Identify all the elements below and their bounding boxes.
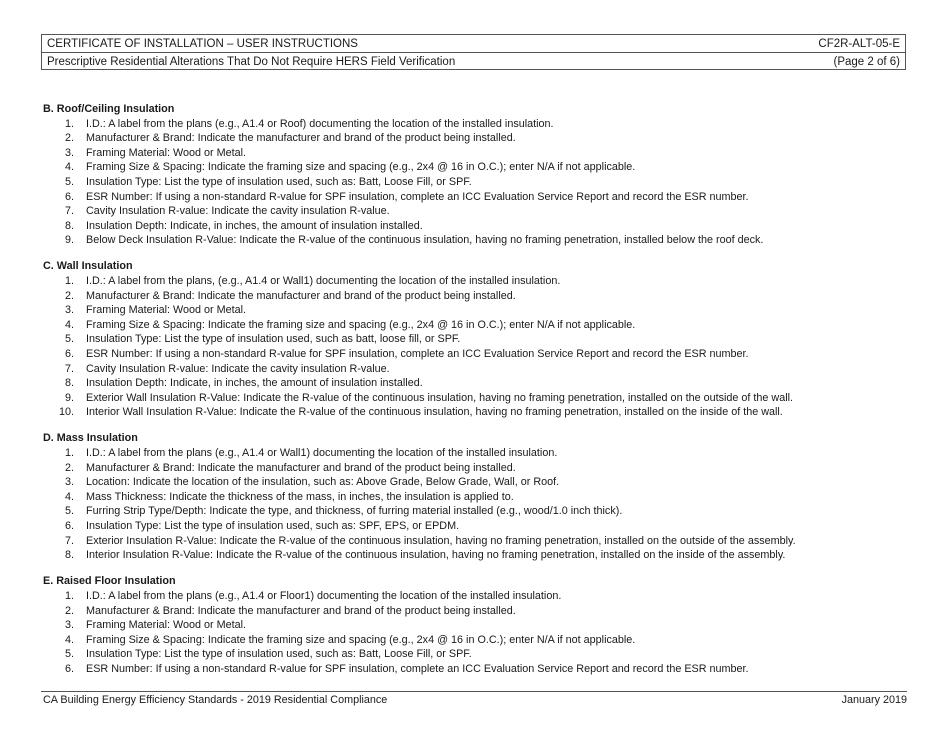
instruction-section xyxy=(43,431,913,562)
list-item xyxy=(43,391,913,406)
list-item-text: Manufacturer & Brand: Indicate the manufacturer and brand of the product being installed. xyxy=(86,289,516,302)
list-item-number: 9. xyxy=(64,234,74,247)
list-item-number: 3. xyxy=(64,476,74,489)
list-item xyxy=(43,289,913,304)
list-item xyxy=(43,318,913,333)
list-item-text: Framing Size & Spacing: Indicate the framing size and spacing (e.g., 2x4 @ 16 in O.C.); enter N/A if not applicable. xyxy=(86,161,636,174)
list-item-text: Manufacturer & Brand: Indicate the manufacturer and brand of the product being installed. xyxy=(86,604,516,617)
list-item xyxy=(43,131,913,146)
list-item-number: 1. xyxy=(64,275,74,288)
list-item-text: Framing Size & Spacing: Indicate the framing size and spacing (e.g., 2x4 @ 16 in O.C.); enter N/A if not applicable. xyxy=(86,318,636,331)
section-title: B. Roof/Ceiling Insulation xyxy=(43,103,175,115)
list-item-number: 2. xyxy=(64,604,74,617)
list-item-text: Exterior Wall Insulation R-Value: Indicate the R-value of the continuous insulation, having no framing penetration, installed on the outside of the wall. xyxy=(86,391,794,404)
list-item-number: 3. xyxy=(64,619,74,632)
list-item-text: Framing Material: Wood or Metal. xyxy=(86,146,247,159)
list-item-text: I.D.: A label from the plans (e.g., A1.4 or Floor1) documenting the location of the installed insulation. xyxy=(86,589,562,602)
list-item-text: Insulation Type: List the type of insulation used, such as: SPF, EPS, or EPDM. xyxy=(86,520,460,533)
list-item xyxy=(43,160,913,175)
list-item-number: 1. xyxy=(64,447,74,460)
instruction-section xyxy=(43,102,913,248)
instructions-body xyxy=(43,102,913,688)
list-item-number: 8. xyxy=(64,219,74,232)
list-item-text: I.D.: A label from the plans (e.g., A1.4 or Roof) documenting the location of the installed insulation. xyxy=(86,117,554,130)
instruction-section xyxy=(43,574,913,676)
list-item-text: I.D.: A label from the plans, (e.g., A1.4 or Wall1) documenting the location of the installed insulation. xyxy=(86,275,561,288)
list-item-number: 4. xyxy=(64,633,74,646)
list-item-text: Mass Thickness: Indicate the thickness of the mass, in inches, the insulation is applied to. xyxy=(86,490,514,503)
list-item-number: 1. xyxy=(64,589,74,602)
list-item-number: 9. xyxy=(64,391,74,404)
instruction-list xyxy=(43,589,913,677)
list-item-text: Insulation Depth: Indicate, in inches, the amount of insulation installed. xyxy=(86,377,423,390)
list-item-number: 6. xyxy=(64,348,74,360)
list-item xyxy=(43,146,913,161)
section-title: E. Raised Floor Insulation xyxy=(43,575,176,588)
list-item-number: 5. xyxy=(64,175,74,188)
list-item xyxy=(43,204,913,219)
page-number: (Page 2 of 6) xyxy=(833,55,900,68)
list-item xyxy=(43,219,913,234)
document-header xyxy=(41,34,906,70)
header-row-subtitle xyxy=(42,53,905,70)
list-item-text: Insulation Depth: Indicate, in inches, the amount of insulation installed. xyxy=(86,219,423,232)
header-row-title xyxy=(42,35,905,53)
list-item-number: 1. xyxy=(64,117,74,130)
list-item-number: 2. xyxy=(64,461,74,474)
list-item-number: 7. xyxy=(64,534,74,547)
list-item xyxy=(43,376,913,391)
list-item xyxy=(43,347,913,362)
list-item-number: 4. xyxy=(64,490,74,503)
list-item-number: 6. xyxy=(64,520,74,533)
list-item xyxy=(43,233,913,248)
list-item xyxy=(43,519,913,534)
list-item-text: Framing Material: Wood or Metal. xyxy=(86,619,247,632)
list-item xyxy=(43,475,913,490)
instruction-list xyxy=(43,117,913,248)
list-item xyxy=(43,662,913,677)
list-item xyxy=(43,633,913,648)
section-title: D. Mass Insulation xyxy=(43,432,138,445)
list-item xyxy=(43,548,913,563)
list-item xyxy=(43,332,913,347)
instruction-section xyxy=(43,259,913,420)
list-item-text: I.D.: A label from the plans (e.g., A1.4 or Wall1) documenting the location of the installed insulation. xyxy=(86,447,558,460)
footer-standards: CA Building Energy Efficiency Standards - 2019 Residential Compliance xyxy=(43,694,388,706)
instruction-list xyxy=(43,446,913,563)
list-item-text: Insulation Type: List the type of insulation used, such as: Batt, Loose Fill, or SPF. xyxy=(86,175,472,188)
list-item xyxy=(43,274,913,289)
form-code: CF2R-ALT-05-E xyxy=(818,37,900,50)
certificate-title: CERTIFICATE OF INSTALLATION – USER INSTRUCTIONS xyxy=(47,37,358,50)
document-footer xyxy=(43,694,907,706)
list-item-number: 2. xyxy=(64,132,74,145)
list-item-text: Framing Size & Spacing: Indicate the framing size and spacing (e.g., 2x4 @ 16 in O.C.); enter N/A if not applicable. xyxy=(86,633,636,646)
footer-divider xyxy=(41,691,907,692)
list-item-text: Manufacturer & Brand: Indicate the manufacturer and brand of the product being installed. xyxy=(86,132,516,145)
document-subtitle: Prescriptive Residential Alterations That Do Not Require HERS Field Verification xyxy=(47,55,456,68)
list-item xyxy=(43,589,913,604)
list-item xyxy=(43,604,913,619)
list-item-number: 4. xyxy=(64,318,74,331)
list-item-text: Exterior Insulation R-Value: Indicate the R-value of the continuous insulation, having no framing penetration, installed on the outside of the assembly. xyxy=(86,534,796,547)
list-item-number: 4. xyxy=(64,161,74,174)
instruction-list xyxy=(43,274,913,420)
list-item xyxy=(43,647,913,662)
list-item xyxy=(43,117,913,132)
list-item-number: 10. xyxy=(58,406,74,419)
list-item-text: Below Deck Insulation R-Value: Indicate the R-value of the continuous insulation, having no framing penetration, installed below the roof deck. xyxy=(86,234,764,247)
list-item xyxy=(43,490,913,505)
list-item-text: Insulation Type: List the type of insulation used, such as: Batt, Loose Fill, or SPF. xyxy=(86,648,472,661)
list-item xyxy=(43,303,913,318)
list-item-text: Interior Wall Insulation R-Value: Indicate the R-value of the continuous insulation, having no framing penetration, installed on the inside of the wall. xyxy=(86,406,783,419)
list-item xyxy=(43,618,913,633)
list-item-number: 5. xyxy=(64,333,74,346)
list-item-number: 8. xyxy=(64,377,74,390)
list-item xyxy=(43,461,913,476)
list-item-text: Manufacturer & Brand: Indicate the manufacturer and brand of the product being installed. xyxy=(86,461,516,474)
list-item xyxy=(43,190,913,205)
footer-date: January 2019 xyxy=(841,694,907,706)
list-item-text: ESR Number: If using a non-standard R-value for SPF insulation, complete an ICC Evaluation Service Report and record the ESR number. xyxy=(86,190,749,203)
list-item-text: Cavity Insulation R-value: Indicate the cavity insulation R-value. xyxy=(86,362,390,375)
list-item-text: Insulation Type: List the type of insulation used, such as batt, loose fill, or SPF. xyxy=(86,333,461,346)
list-item xyxy=(43,175,913,190)
list-item-number: 5. xyxy=(64,505,74,518)
list-item-number: 2. xyxy=(64,289,74,302)
list-item-text: Interior Insulation R-Value: Indicate the R-value of the continuous insulation, having no framing penetration, installed on the inside of the assembly. xyxy=(86,549,786,562)
list-item-number: 3. xyxy=(64,146,74,159)
list-item xyxy=(43,362,913,377)
list-item-number: 3. xyxy=(64,304,74,317)
list-item-text: Furring Strip Type/Depth: Indicate the type, and thickness, of furring material installed (e.g., wood/1.0 inch thick). xyxy=(86,505,623,518)
list-item-number: 5. xyxy=(64,648,74,661)
list-item-number: 6. xyxy=(64,662,74,675)
list-item-text: Framing Material: Wood or Metal. xyxy=(86,304,247,317)
list-item-number: 7. xyxy=(64,205,74,218)
section-title: C. Wall Insulation xyxy=(43,260,133,273)
list-item-number: 8. xyxy=(64,549,74,562)
list-item-text: ESR Number: If using a non-standard R-value for SPF insulation, complete an ICC Evaluation Service Report and record the ESR number. xyxy=(86,348,749,360)
list-item xyxy=(43,504,913,519)
list-item xyxy=(43,534,913,549)
list-item-text: ESR Number: If using a non-standard R-value for SPF insulation, complete an ICC Evaluation Service Report and record the ESR number. xyxy=(86,662,749,675)
list-item-text: Cavity Insulation R-value: Indicate the cavity insulation R-value. xyxy=(86,205,390,218)
list-item xyxy=(43,446,913,461)
list-item-number: 7. xyxy=(64,362,74,375)
list-item xyxy=(43,405,913,420)
list-item-number: 6. xyxy=(64,190,74,203)
list-item-text: Location: Indicate the location of the insulation, such as: Above Grade, Below Grade, Wall, or Roof. xyxy=(86,476,560,489)
